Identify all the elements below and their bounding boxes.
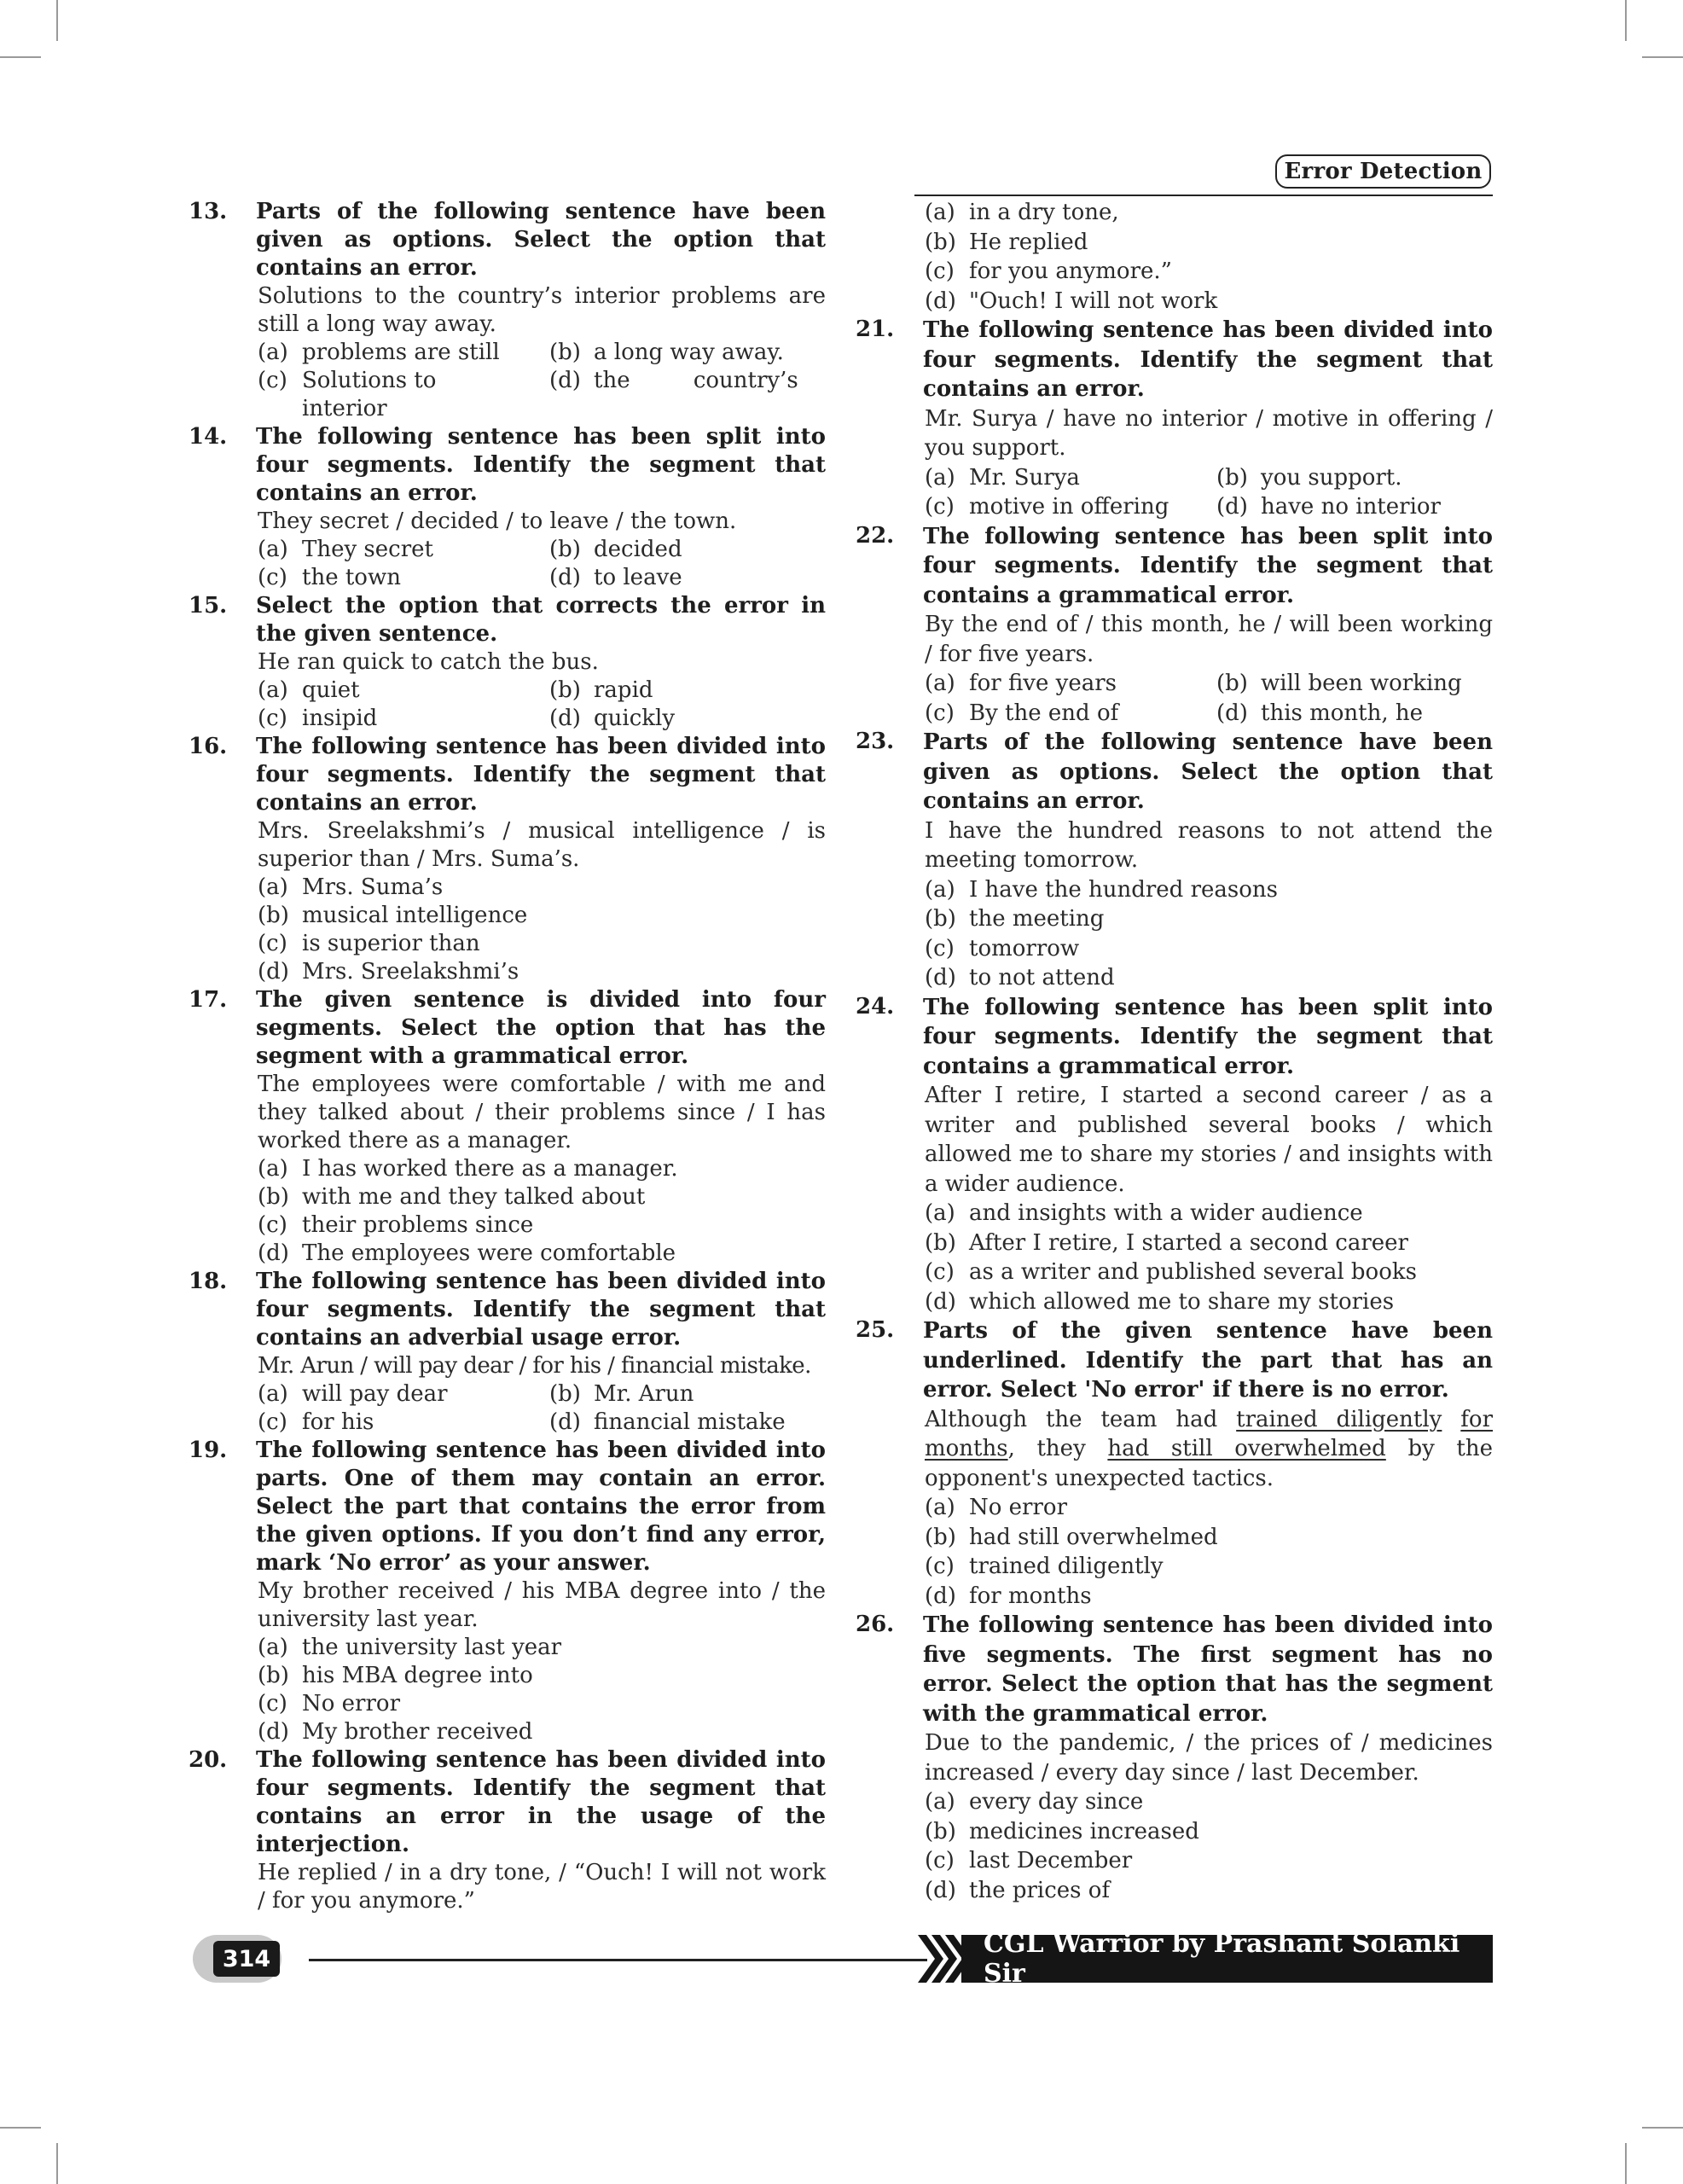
options [258, 536, 826, 592]
question-text: The following sentence has been split into four segments. Identify the segment that contains a grammatical error. [923, 994, 1493, 1079]
question-number: 15. [189, 593, 228, 619]
option-a[interactable]: (a) and insights with a wider audience [925, 1200, 1363, 1226]
crop-mark [56, 2143, 58, 2184]
option-d[interactable]: (d) My brother received [258, 1719, 533, 1745]
crop-mark [0, 56, 41, 58]
left-column [186, 198, 826, 1915]
question-text: The following sentence has been divided into four segments. Identify the segment that contains an error in the usage of the interjection. [256, 1747, 826, 1857]
page-number: 314 [213, 1941, 280, 1977]
option-c[interactable]: (c) tomorrow [925, 935, 1080, 961]
option-c[interactable]: (c) for his [258, 1409, 374, 1435]
question-20 [186, 1746, 826, 1915]
option-a[interactable]: (a) I have the hundred reasons [925, 876, 1278, 903]
question-text: Select the option that corrects the error in the given sentence. [256, 593, 826, 647]
option-c[interactable]: (c) last December [925, 1848, 1133, 1873]
options [258, 1155, 826, 1268]
question-sentence: I have the hundred reasons to not attend the meeting tomorrow. [925, 817, 1493, 873]
question-sentence: Mrs. Sreelakshmi’s / musical intelligence / is superior than / Mrs. Suma’s. [258, 818, 826, 872]
section-title: Error Detection [1275, 154, 1491, 189]
option-b[interactable]: (b) Mr. Arun [549, 1381, 694, 1407]
option-d[interactable]: (d) quickly [549, 706, 676, 731]
question-13 [186, 198, 826, 423]
option-b[interactable]: (b) He replied [925, 229, 1088, 255]
option-c[interactable]: (c) motive in offering [925, 494, 1169, 520]
option-a[interactable]: (a) quiet [258, 677, 360, 703]
option-a[interactable]: (a) will pay dear [258, 1381, 448, 1407]
option-d[interactable]: (d) for months [925, 1583, 1092, 1609]
option-c[interactable]: (c) for you anymore.” [925, 258, 1172, 284]
option-a[interactable]: (a) I has worked there as a manager. [258, 1156, 678, 1182]
question-19 [186, 1437, 826, 1746]
option-a[interactable]: (a) every day since [925, 1789, 1144, 1815]
option-d[interactable]: (d) to leave [549, 565, 682, 590]
option-a[interactable]: (a) They secret [258, 537, 433, 562]
question-number: 16. [189, 734, 228, 759]
question-16 [186, 733, 826, 986]
question-text: The following sentence has been divided into four segments. Identify the segment that contains an error. [923, 317, 1493, 402]
question-text: Parts of the given sentence have been underlined. Identify the part that has an error. Select 'No error' if there is no error. [923, 1318, 1493, 1403]
underlined-part: had still overwhelmed [1107, 1436, 1386, 1461]
option-b[interactable]: (b) the meeting [925, 906, 1105, 932]
question-23 [853, 728, 1493, 993]
option-d[interactable]: (d) the prices of [925, 1877, 1111, 1903]
question-sentence: Although the team had trained diligently for months, they had still overwhelmed by the opponent's unexpected tactics. [925, 1406, 1494, 1491]
options [925, 875, 1493, 993]
option-b[interactable]: (b) his MBA degree into [258, 1663, 533, 1688]
question-26 [853, 1611, 1493, 1905]
question-number: 24. [856, 993, 895, 1019]
option-a[interactable]: (a) problems are still [258, 340, 500, 365]
option-b[interactable]: (b) had still overwhelmed [925, 1524, 1218, 1550]
option-a[interactable]: (a) for five years [925, 671, 1117, 696]
option-c[interactable]: (c) By the end of [925, 700, 1119, 726]
question-text: Parts of the following sentence have been given as options. Select the option that contains an error. [923, 729, 1493, 814]
option-d[interactable]: (d) have no interior [1216, 494, 1441, 520]
options [925, 463, 1493, 522]
option-b[interactable]: (b) medicines increased [925, 1818, 1199, 1844]
options [925, 1787, 1493, 1905]
option-b[interactable]: (b) After I retire, I started a second career [925, 1229, 1408, 1256]
question-number: 17. [189, 987, 228, 1013]
question-22 [853, 522, 1493, 729]
crop-mark [56, 0, 58, 41]
question-sentence: By the end of / this month, he / will been working / for five years. [925, 612, 1493, 667]
question-sentence: My brother received / his MBA degree into / the university last year. [258, 1578, 826, 1632]
options [258, 874, 826, 986]
options [258, 1380, 826, 1437]
options [925, 198, 1493, 316]
question-18 [186, 1268, 826, 1437]
crop-mark [0, 2127, 41, 2129]
footer-rule [309, 1959, 927, 1961]
question-24 [853, 993, 1493, 1317]
option-b[interactable]: (b) you support. [1216, 464, 1402, 491]
options [925, 1199, 1493, 1316]
option-c[interactable]: (c) is superior than [258, 931, 480, 956]
options [258, 1634, 826, 1746]
right-column [853, 198, 1493, 1905]
question-17 [186, 986, 826, 1268]
option-a[interactable]: (a) the university last year [258, 1635, 562, 1660]
question-21 [853, 316, 1493, 522]
question-sentence: He replied / in a dry tone, / “Ouch! I will not work / for you anymore.” [258, 1860, 826, 1914]
question-text: The following sentence has been split into four segments. Identify the segment that contains a grammatical error. [923, 523, 1493, 608]
question-number: 23. [856, 729, 895, 754]
question-number: 20. [189, 1747, 228, 1773]
option-a[interactable]: (a) in a dry tone, [925, 200, 1119, 225]
option-b[interactable]: (b) decided [549, 537, 682, 562]
question-sentence: He ran quick to catch the bus. [258, 649, 599, 675]
question-number: 19. [189, 1438, 228, 1463]
option-c[interactable]: (c) the town [258, 565, 401, 590]
underlined-part: trained diligently [1236, 1406, 1442, 1432]
crop-mark [1642, 56, 1683, 58]
option-d[interactable]: (d) "Ouch! I will not work [925, 288, 1218, 314]
question-number: 14. [189, 424, 228, 450]
question-number: 21. [856, 317, 895, 342]
option-c[interactable]: (c) No error [258, 1691, 400, 1716]
option-b[interactable]: (b) with me and they talked about [258, 1184, 646, 1210]
option-b[interactable]: (b) rapid [549, 677, 653, 703]
option-d[interactable]: (d) to not attend [925, 965, 1115, 990]
question-text: The following sentence has been split into four segments. Identify the segment that contains an error. [256, 424, 826, 506]
option-c[interactable]: (c) their problems since [258, 1212, 534, 1238]
crop-mark [1625, 0, 1627, 41]
crop-mark [1642, 2127, 1683, 2129]
question-text: The following sentence has been divided into four segments. Identify the segment that contains an adverbial usage error. [256, 1269, 826, 1350]
header-rule [914, 195, 1493, 196]
question-text: The following sentence has been divided into five segments. The first segment has no error. Select the option that has the segment with the grammatical error. [923, 1612, 1493, 1727]
question-text: The given sentence is divided into four segments. Select the option that has the segment with a grammatical error. [256, 987, 826, 1069]
options [925, 669, 1493, 728]
option-d[interactable]: (d) The employees were comfortable [258, 1240, 676, 1266]
options [258, 339, 826, 423]
option-c[interactable]: (c) trained diligently [925, 1554, 1164, 1579]
crop-mark [1625, 2143, 1627, 2184]
question-number: 13. [189, 199, 228, 224]
question-14 [186, 423, 826, 592]
options [258, 677, 826, 733]
question-text: Parts of the following sentence have been given as options. Select the option that contains an error. [256, 199, 826, 281]
option-d[interactable]: (d) financial mistake [549, 1409, 786, 1435]
option-a[interactable]: (a) Mrs. Suma’s [258, 874, 444, 900]
question-sentence: The employees were comfortable / with me and they talked about / their problems since / I has worked there as a manager. [258, 1072, 826, 1153]
question-sentence: After I retire, I started a second career / as a writer and published several books / which allowed me to share my stories / and insights with a wider audience. [925, 1083, 1493, 1197]
options [925, 1493, 1493, 1611]
option-a[interactable]: (a) No error [925, 1495, 1067, 1520]
question-sentence: They secret / decided / to leave / the town. [258, 508, 737, 534]
option-d[interactable]: (d) which allowed me to share my stories [925, 1288, 1395, 1315]
question-text: The following sentence has been divided into four segments. Identify the segment that contains an error. [256, 734, 826, 816]
option-b[interactable]: (b) musical intelligence [258, 903, 528, 928]
question-text: The following sentence has been divided into parts. One of them may contain an error. Select the part that contains the error from the given options. If you don’t find any error, mark ‘No error’ as your answer. [256, 1438, 826, 1576]
option-d[interactable]: (d) Mrs. Sreelakshmi’s [258, 959, 519, 985]
footer-banner: CGL Warrior by Prashant Solanki Sir [961, 1935, 1493, 1983]
option-b[interactable]: (b) a long way away. [549, 340, 784, 365]
question-sentence: Due to the pandemic, / the prices of / medicines increased / every day since / last December. [925, 1730, 1493, 1786]
option-c[interactable]: (c) insipid [258, 706, 378, 731]
question-number: 26. [856, 1612, 895, 1637]
option-a[interactable]: (a) Mr. Surya [925, 464, 1080, 491]
option-c[interactable]: (c) as a writer and published several books [925, 1259, 1417, 1285]
question-20-options [853, 198, 1493, 316]
question-25 [853, 1316, 1493, 1611]
question-sentence: Mr. Arun / will pay dear / for his / financial mistake. [258, 1353, 811, 1379]
question-number: 22. [856, 522, 895, 549]
question-sentence: Mr. Surya / have no interior / motive in offering / you support. [925, 405, 1493, 461]
underlined-part: for months [925, 1406, 1494, 1461]
question-number: 18. [189, 1269, 228, 1294]
option-d[interactable]: (d) this month, he [1216, 700, 1424, 726]
option-b[interactable]: (b) will been working [1216, 671, 1462, 696]
question-sentence: Solutions to the country’s interior problems are still a long way away. [258, 283, 826, 337]
question-15 [186, 592, 826, 733]
option-d[interactable]: (d) the country’s [549, 368, 798, 393]
question-number: 25. [856, 1317, 895, 1343]
option-c[interactable]: (c) Solutions to interior [258, 368, 437, 421]
